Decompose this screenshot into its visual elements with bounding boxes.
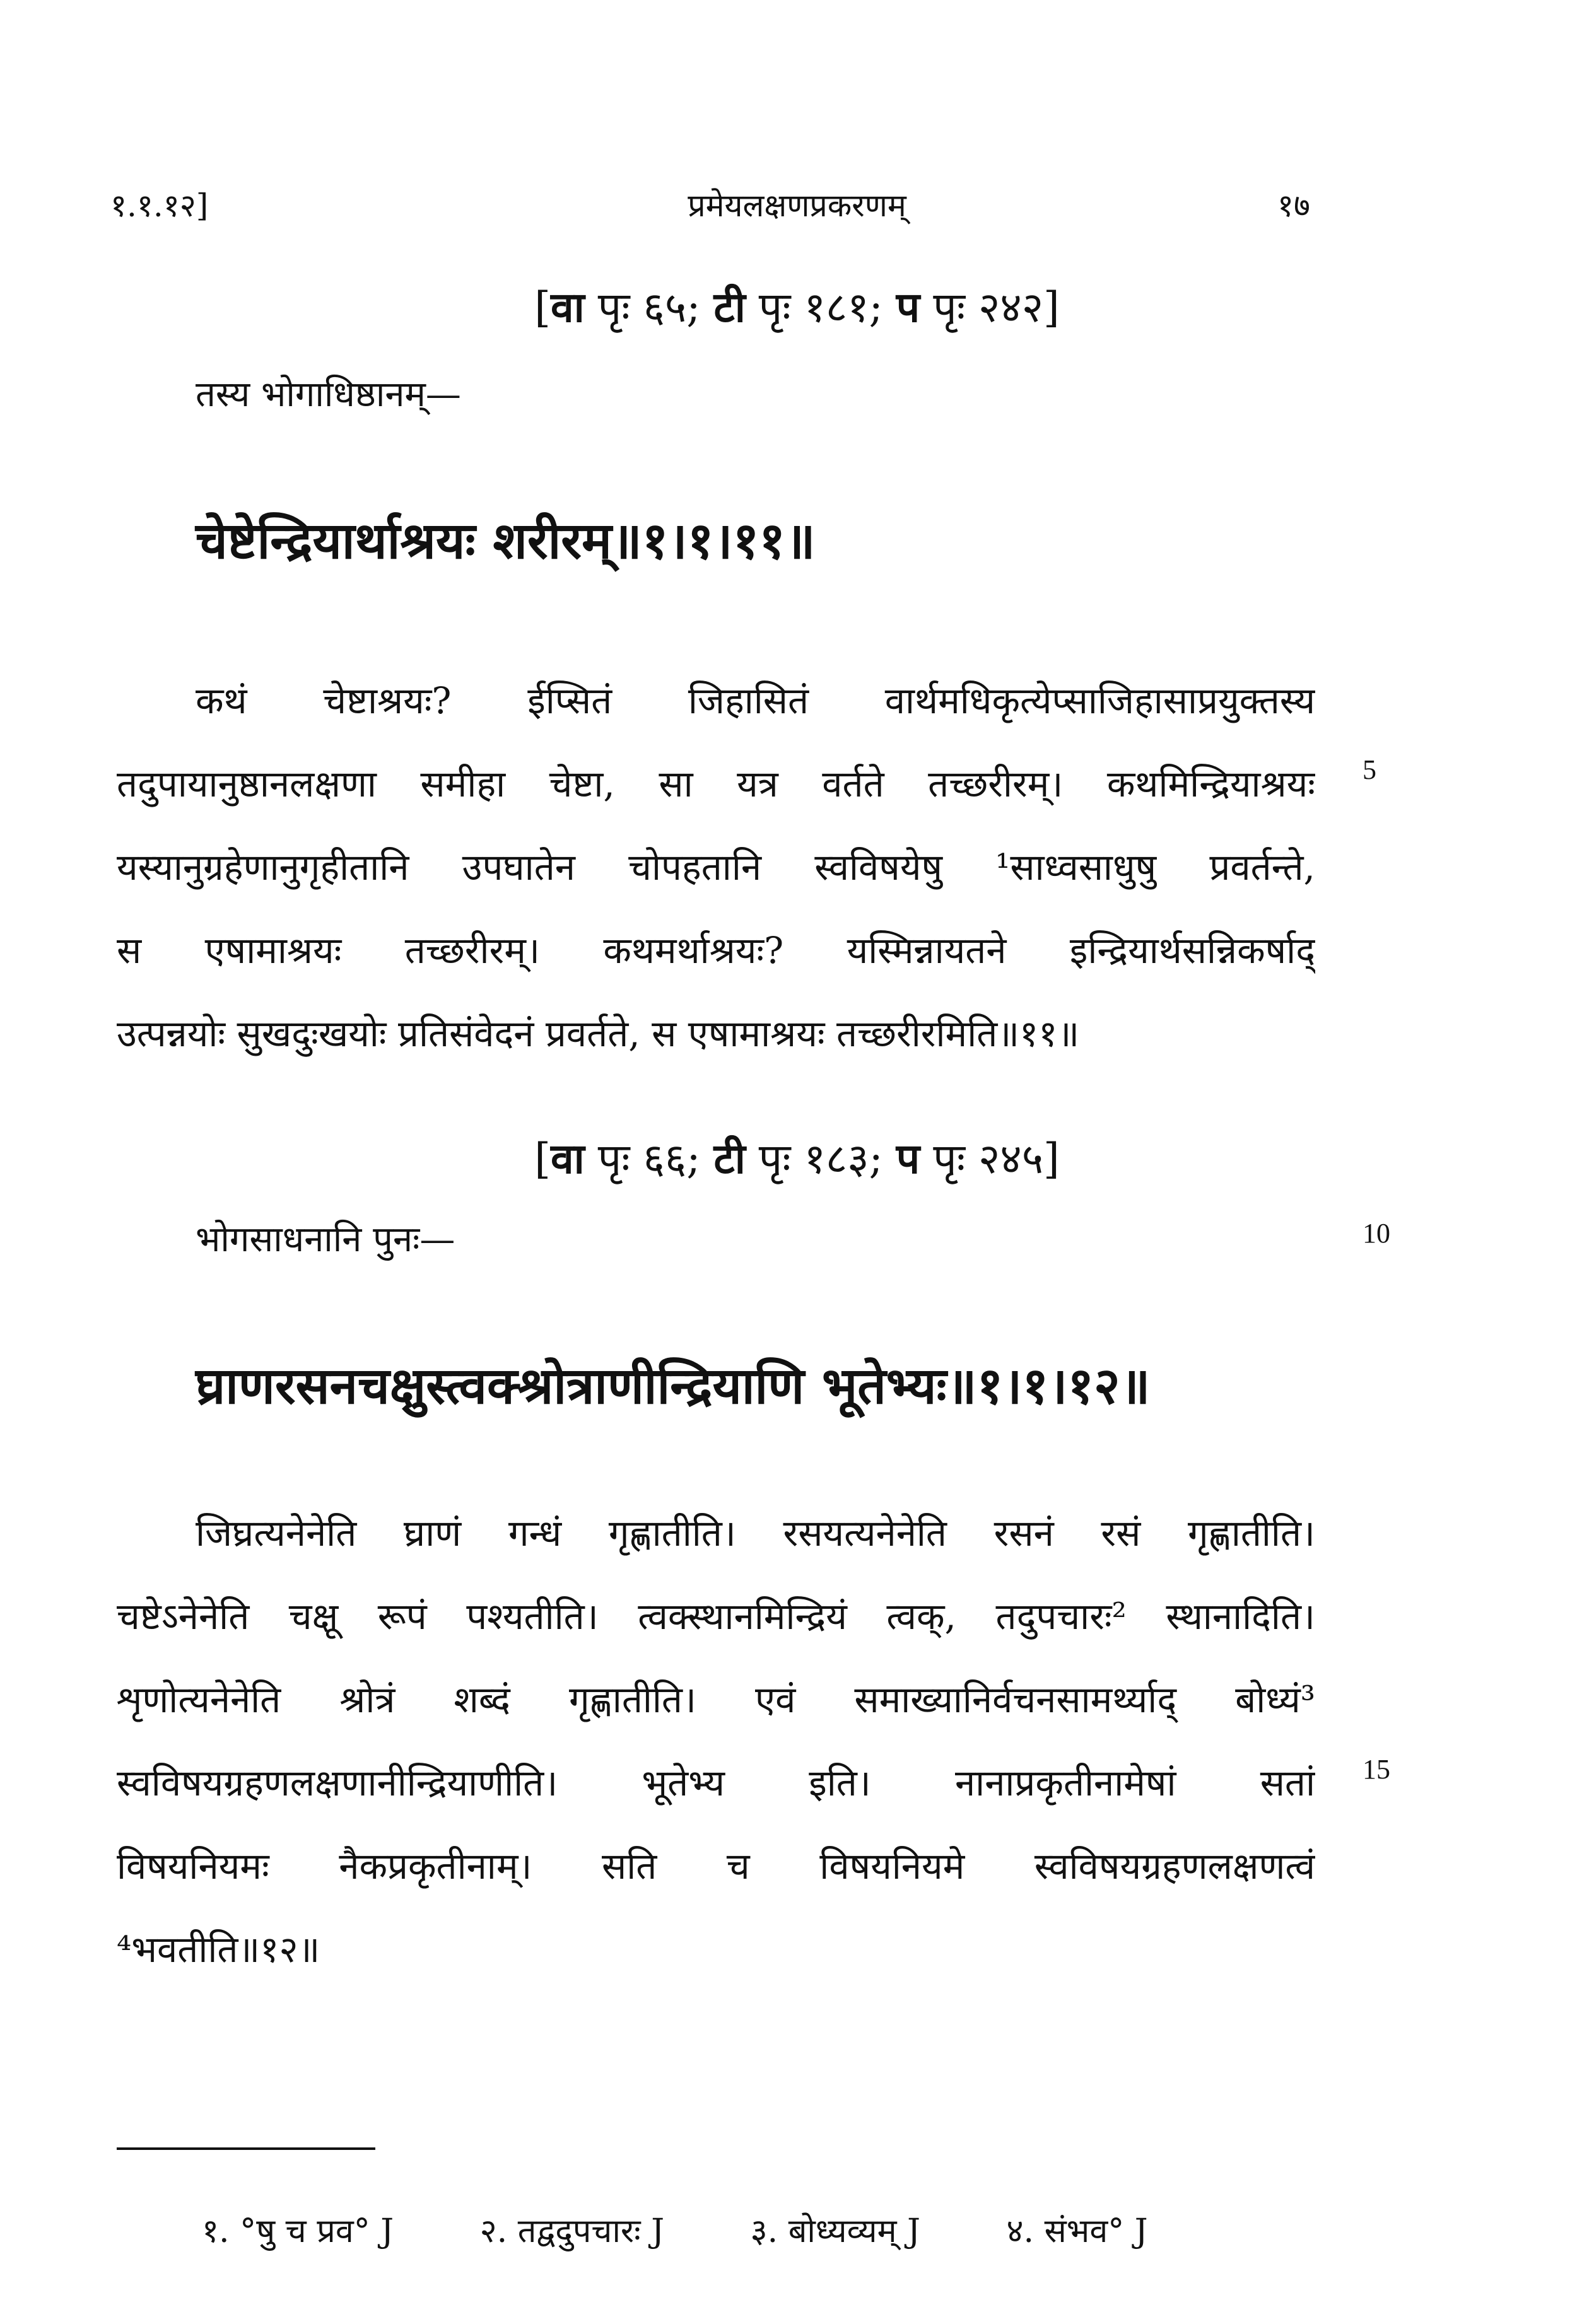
commentary-line: जिघ्रत्यनेनेति घ्राणं गन्धं गृह्णातीति। रसयत्यनेनेति रसनं रसं गृह्णातीति। [196, 1512, 1315, 1555]
commentary-line: तदुपायानुष्ठानलक्षणा समीहा चेष्टा, सा यत्र वर्तते तच्छरीरम्। कथमिन्द्रियाश्रयः [117, 762, 1315, 805]
commentary-line: कथं चेष्टाश्रयः? ईप्सितं जिहासितं वार्थमधिकृत्येप्साजिहासाप्रयुक्तस्य [196, 679, 1315, 722]
reference-line-2 [0, 1129, 1594, 1186]
ref-vartika-label: वा [550, 283, 585, 332]
ref-parishuddhi-label: प [896, 1134, 920, 1183]
ref-parishuddhi-label: प [896, 283, 920, 332]
footnote-4: ४. संभव° J [1006, 2212, 1148, 2250]
footnotes [202, 2207, 1224, 2252]
ref-bracket: [ [534, 1135, 551, 1183]
footnote-2: २. तद्वदुपचारः J [479, 2212, 665, 2250]
commentary-line: यस्यानुग्रहेणानुगृहीतानि उपघातेन चोपहतानि स्वविषयेषु ¹साध्वसाधुषु प्रवर्तन्ते, [117, 846, 1315, 889]
commentary-line: विषयनियमः नैकप्रकृतीनाम्। सति च विषयनियमे स्वविषयग्रहणलक्षणत्वं [117, 1845, 1315, 1888]
commentary-12 [117, 1492, 1315, 1991]
intro-line-2: भोगसाधनानि पुनः— [196, 1219, 455, 1260]
footnote-rule [117, 2147, 375, 2150]
page-number: १७ [1277, 187, 1310, 224]
section-number: १.१.१२] [110, 187, 209, 224]
ref-vartika-label: वा [550, 1134, 585, 1183]
commentary-11 [117, 659, 1315, 1075]
ref-vartika-page: पृः ६६; [597, 1135, 701, 1183]
ref-bracket: [ [534, 283, 551, 332]
footnote-3: ३. बोध्यव्यम् J [750, 2212, 920, 2250]
intro-line-1: तस्य भोगाधिष्ठानम्— [196, 374, 461, 415]
line-number: 5 [1363, 754, 1376, 785]
commentary-line: चष्टेऽनेनेति चक्षू रूपं पश्यतीति। त्वक्स्थानमिन्द्रियं त्वक्, तदुपचारः² स्थानादिति। [117, 1595, 1315, 1638]
line-number: 15 [1363, 1754, 1390, 1785]
ref-vartika-page: पृः ६५; [597, 283, 701, 332]
commentary-line: उत्पन्नयोः सुखदुःखयोः प्रतिसंवेदनं प्रवर्तते, स एषामाश्रयः तच्छरीरमिति॥११॥ [117, 1012, 1080, 1055]
commentary-line: स्वविषयग्रहणलक्षणानीन्द्रियाणीति। भूतेभ्य इति। नानाप्रकृतीनामेषां सतां [117, 1761, 1315, 1804]
line-number: 10 [1363, 1218, 1390, 1249]
commentary-line: स एषामाश्रयः तच्छरीरम्। कथमर्थाश्रयः? यस्मिन्नायतने इन्द्रियार्थसन्निकर्षाद् [117, 929, 1315, 972]
sutra-12: घ्राणरसनचक्षुस्त्वक्श्रोत्राणीन्द्रियाणि भूतेभ्यः॥१।१।१२॥ [196, 1356, 1151, 1415]
ref-tika-page: पृः १८१; [758, 283, 883, 332]
footnote-1: १. °षु च प्रव° J [202, 2212, 394, 2250]
ref-tika-label: टी [713, 1134, 746, 1183]
ref-tika-label: टी [713, 283, 746, 332]
reference-line-1 [0, 277, 1594, 334]
ref-parishuddhi-page: पृः २४५] [933, 1135, 1060, 1183]
running-title: प्रमेयलक्षणप्रकरणम् [688, 187, 906, 224]
commentary-line: ⁴भवतीति॥१२॥ [117, 1928, 320, 1971]
ref-tika-page: पृः १८३; [758, 1135, 883, 1183]
commentary-line: शृणोत्यनेनेति श्रोत्रं शब्दं गृह्णातीति। एवं समाख्यानिर्वचनसामर्थ्याद् बोध्यं³ [117, 1678, 1315, 1721]
ref-parishuddhi-page: पृः २४२] [933, 283, 1060, 332]
sutra-11: चेष्टेन्द्रियार्थाश्रयः शरीरम्॥१।१।११॥ [196, 511, 816, 570]
